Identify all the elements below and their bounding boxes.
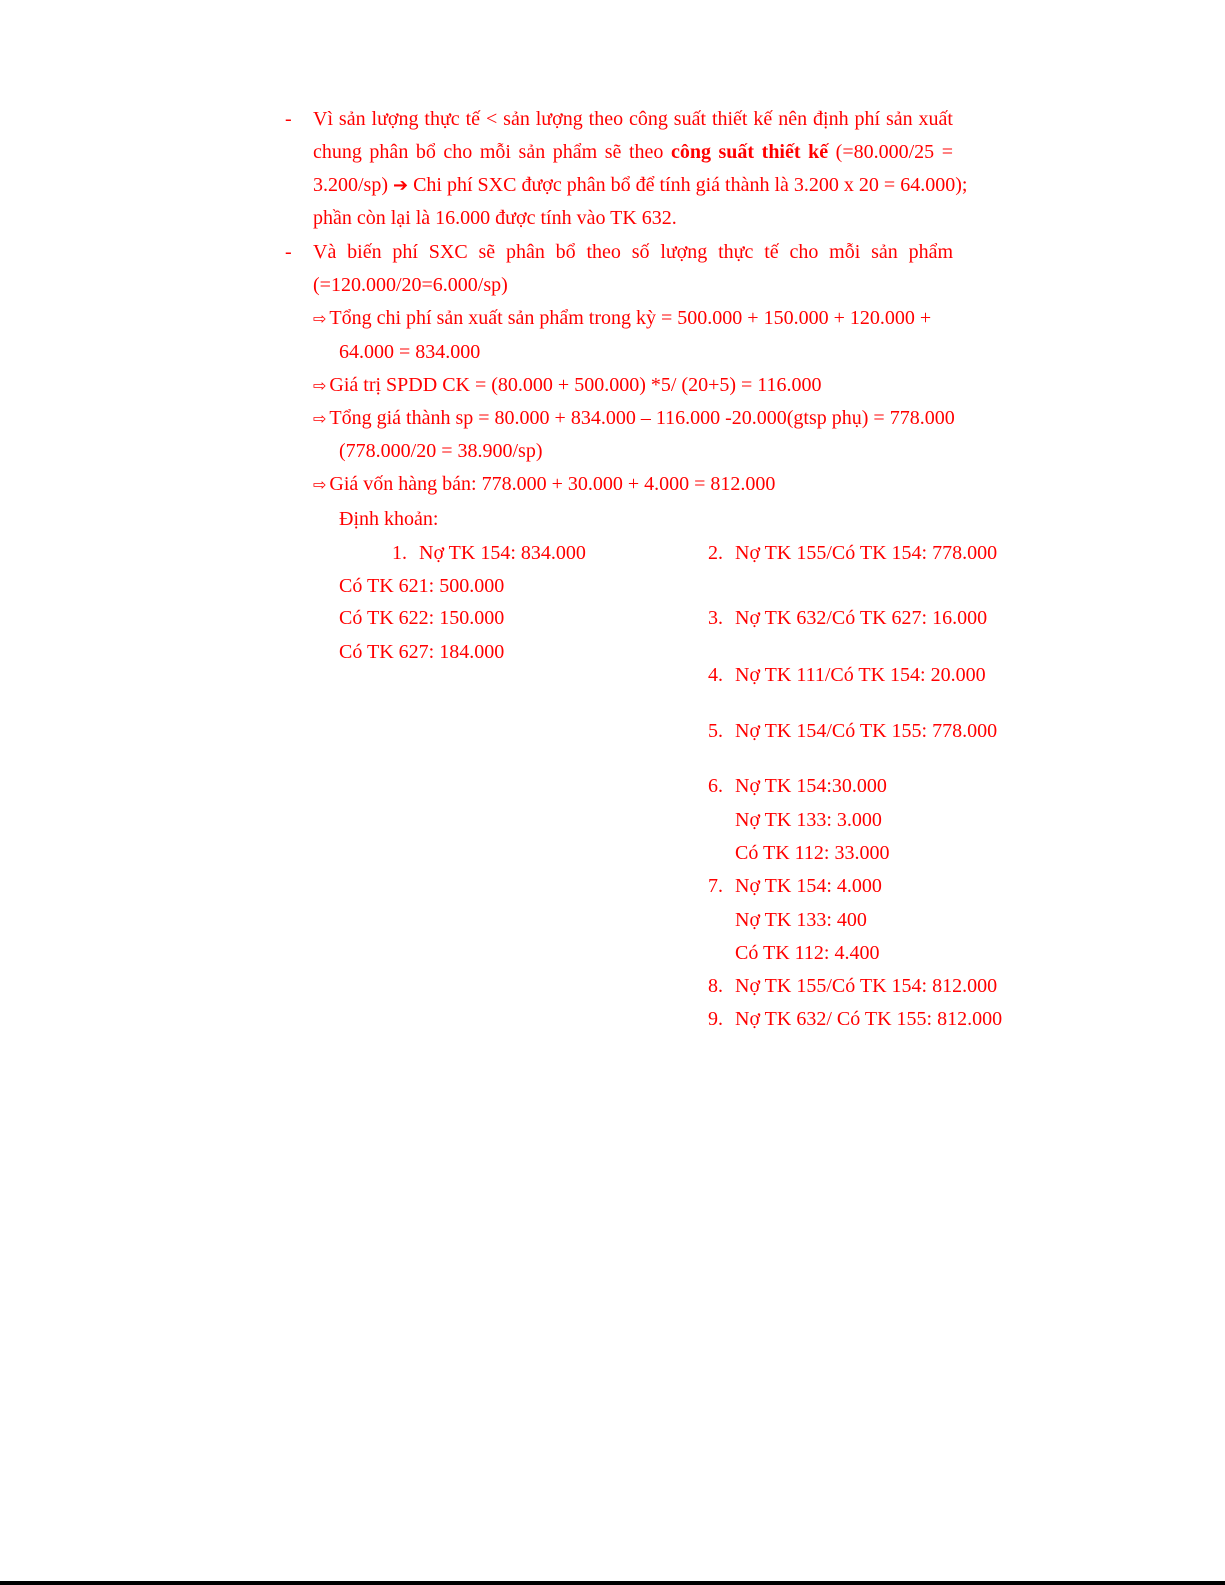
entry-1-credit-621: Có TK 621: 500.000	[339, 575, 505, 597]
entry-6-number: 6.	[708, 775, 723, 797]
text-segment: (=80.000/25 =	[828, 141, 953, 163]
entry-9-number: 9.	[708, 1008, 723, 1030]
calc-text: Tổng giá thành sp = 80.000 + 834.000 – 116.000 -20.000(gtsp phụ) = 778.000	[329, 407, 955, 429]
entry-5-number: 5.	[708, 720, 723, 742]
text-segment: chung phân bổ cho mỗi sản phẩm sẽ theo	[313, 141, 671, 163]
entry-1-credit-627: Có TK 627: 184.000	[339, 641, 505, 663]
entry-6-line-2: Nợ TK 133: 3.000	[735, 809, 882, 831]
bold-term: công suất thiết kế	[670, 141, 829, 163]
entry-6-line-3: Có TK 112: 33.000	[735, 842, 890, 864]
entry-8-number: 8.	[708, 975, 723, 997]
entry-4-text: Nợ TK 111/Có TK 154: 20.000	[735, 664, 986, 686]
arrow-right-icon: ⇨	[313, 409, 327, 428]
entry-7-line-3: Có TK 112: 4.400	[735, 942, 880, 964]
entry-6-text: Nợ TK 154:30.000	[735, 775, 887, 797]
entry-9-text: Nợ TK 632/ Có TK 155: 812.000	[735, 1008, 1003, 1030]
calc-total-cost	[313, 306, 931, 331]
calc-total-product-cost	[313, 406, 955, 431]
arrow-right-icon: ⇨	[313, 309, 327, 328]
entry-8-text: Nợ TK 155/Có TK 154: 812.000	[735, 975, 998, 997]
text-segment: Chi phí SXC được phân bổ để tính giá thành là 3.200 x 20 = 64.000);	[408, 174, 968, 196]
paragraph-2-line-2: (=120.000/20=6.000/sp)	[313, 274, 508, 296]
arrow-right-icon: ⇨	[313, 376, 327, 395]
entries-heading: Định khoản:	[339, 508, 439, 530]
entry-1-debit: Nợ TK 154: 834.000	[419, 542, 586, 564]
bullet-dash: -	[285, 241, 292, 263]
entry-7-number: 7.	[708, 875, 723, 897]
calc-text: Tổng chi phí sản xuất sản phẩm trong kỳ = 500.000 + 150.000 + 120.000 +	[329, 307, 932, 329]
entry-3-text: Nợ TK 632/Có TK 627: 16.000	[735, 607, 988, 629]
paragraph-2-line-1: Và biến phí SXC sẽ phân bổ theo số lượng thực tế cho mỗi sản phẩm	[313, 241, 953, 263]
right-arrow-icon: ➔	[393, 175, 409, 196]
entry-2-text: Nợ TK 155/Có TK 154: 778.000	[735, 542, 998, 564]
entry-7-line-2: Nợ TK 133: 400	[735, 909, 867, 931]
paragraph-1-line-4: phần còn lại là 16.000 được tính vào TK 632.	[313, 207, 677, 229]
entry-7-text: Nợ TK 154: 4.000	[735, 875, 882, 897]
entry-4-number: 4.	[708, 664, 723, 686]
entry-3-number: 3.	[708, 607, 723, 629]
calc-unit-cost: (778.000/20 = 38.900/sp)	[339, 440, 543, 462]
text-segment: 3.200/sp)	[313, 174, 393, 196]
page-bottom-border	[0, 1581, 1225, 1585]
arrow-right-icon: ⇨	[313, 475, 327, 494]
paragraph-1-line-2	[313, 140, 953, 164]
calc-text: Giá vốn hàng bán: 778.000 + 30.000 + 4.000 = 812.000	[329, 473, 776, 495]
entry-1-credit-622: Có TK 622: 150.000	[339, 607, 505, 629]
calc-total-cost-cont: 64.000 = 834.000	[339, 341, 481, 363]
calc-cogs	[313, 472, 775, 497]
calc-wip-value	[313, 373, 822, 398]
paragraph-1-line-1: Vì sản lượng thực tế < sản lượng theo công suất thiết kế nên định phí sản xuất	[313, 108, 953, 130]
bullet-dash: -	[285, 108, 292, 130]
entry-5-text: Nợ TK 154/Có TK 155: 778.000	[735, 720, 998, 742]
paragraph-1-line-3	[313, 173, 967, 198]
calc-text: Giá trị SPDD CK = (80.000 + 500.000) *5/ (20+5) = 116.000	[329, 374, 822, 396]
entry-2-number: 2.	[708, 542, 723, 564]
entry-1-number: 1.	[392, 542, 407, 564]
